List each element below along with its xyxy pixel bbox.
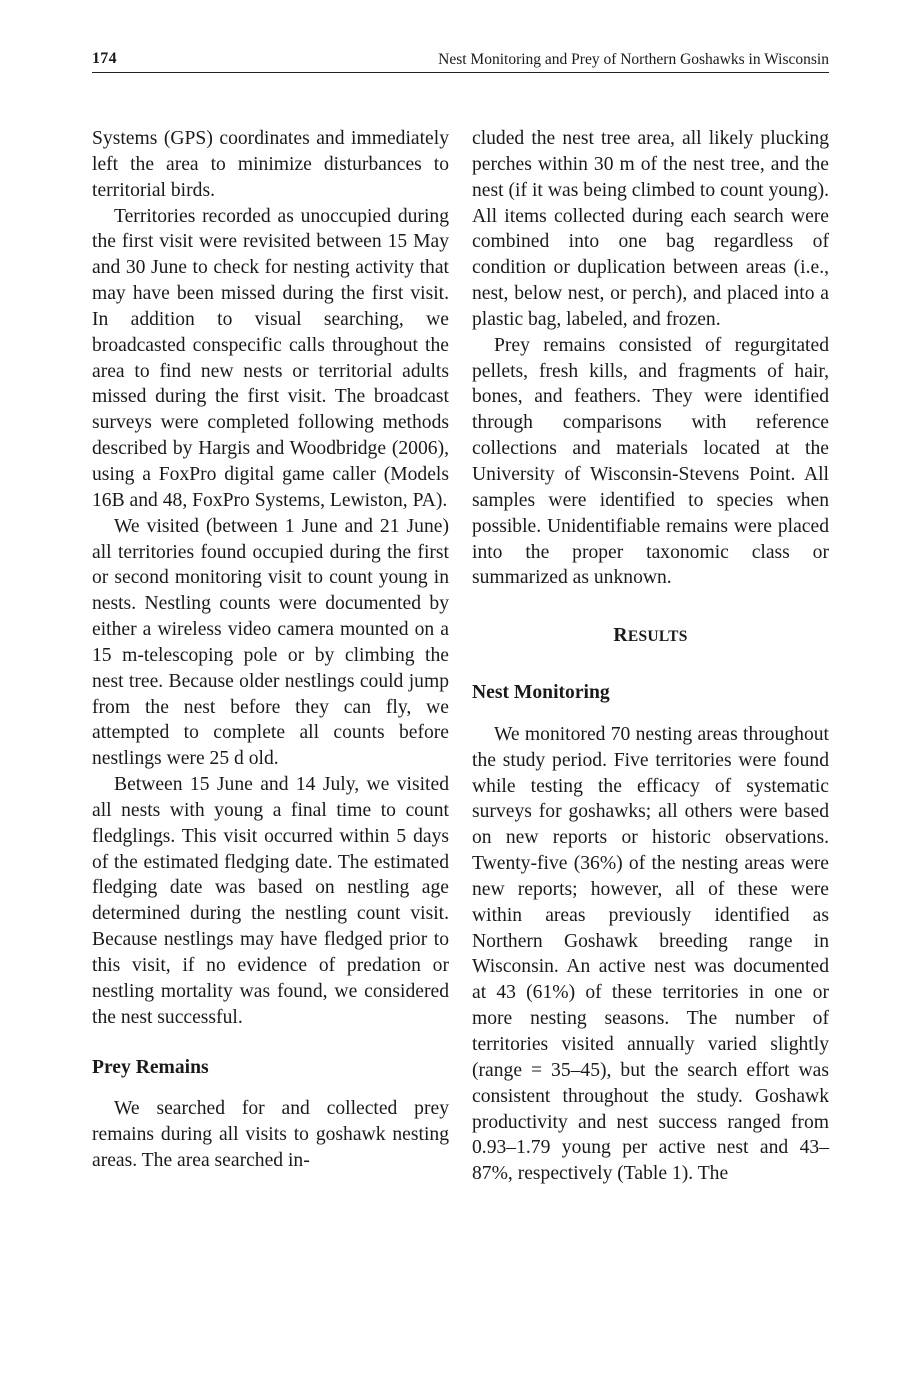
paragraph: cluded the nest tree area, all likely plucking perches within 30 m of the nest tree, and the nest (if it was being climbed to count young). All items collected during each search were combined into one bag regardless of condition or duplication between areas (i.e., nest, below nest, or perch), and placed into a plastic bag, labeled, and frozen. <box>472 128 829 330</box>
subheading-nest-monitoring: Nest Monitoring <box>472 682 610 704</box>
paragraph: We visited (between 1 June and 21 June) all territories found occupied during the first or second monitoring visit to count young in nests. Nestling counts were documented by either a wireless video camera mounted on a 15 m-telescoping pole or by climbing the nest tree. Because older nestlings could jump from the nest before they can fly, we attempted to complete all counts before nestlings were 25 d old. <box>92 515 449 770</box>
results-initial: R <box>613 625 628 647</box>
paragraph: We searched for and collected prey remains during all visits to goshawk nesting areas. The area searched in- <box>92 1098 449 1172</box>
section-heading-results <box>472 623 829 650</box>
running-header <box>92 48 829 73</box>
paragraph: We monitored 70 nesting areas throughout the study period. Five territories were found while testing the efficacy of systematic surveys for goshawks; all others were based on new reports or historic observations. Twenty-five (36%) of the nesting areas were new reports; however, all of these were within areas previously identified as Northern Goshawk breeding range in Wisconsin. An active nest was documented at 43 (61%) of these territories in one or more nesting seasons. The number of territories visited annually varied slightly (range = 35–45), but the search effort was consistent throughout the study. Goshawk productivity and nest success ranged from 0.93–1.79 young per active nest and 43–87%, respectively (Table 1). The <box>472 723 829 1185</box>
paragraph: Prey remains consisted of regurgitated pellets, fresh kills, and fragments of hair, bones, and feathers. They were identified through comparisons with reference collections and materials located at the University of Wisconsin-Stevens Point. All samples were identified to species when possible. Unidentifiable remains were placed into the proper taxonomic class or summarized as unknown. <box>472 334 829 589</box>
results-rest: ESULTS <box>627 628 688 646</box>
subheading-prey-remains: Prey Remains <box>92 1056 209 1078</box>
left-column <box>92 126 449 1174</box>
page-number: 174 <box>92 50 117 67</box>
running-title: Nest Monitoring and Prey of Northern Goshawks in Wisconsin <box>438 51 829 68</box>
paragraph: Territories recorded as unoccupied during the first visit were revisited between 15 May and 30 June to check for nesting activity that may have been missed during the first visit. In addition to visual searching, we broadcasted conspecific calls throughout the area to find new nests or territorial adults missed during the first visit. The broadcast surveys were completed following methods described by Hargis and Woodbridge (2006), using a FoxPro digital game caller (Models 16B and 48, FoxPro Systems, Lewiston, PA). <box>92 205 449 511</box>
right-column <box>472 126 829 1187</box>
paragraph: Systems (GPS) coordinates and immediately left the area to minimize disturbances to territorial birds. <box>92 128 449 201</box>
paragraph: Between 15 June and 14 July, we visited all nests with young a final time to count fledglings. This visit occurred within 5 days of the estimated fledging date. The estimated fledging date was based on nestling age determined during the nestling count visit. Because nestlings may have fledged prior to this visit, if no evidence of predation or nestling mortality was found, we considered the nest successful. <box>92 774 449 1028</box>
